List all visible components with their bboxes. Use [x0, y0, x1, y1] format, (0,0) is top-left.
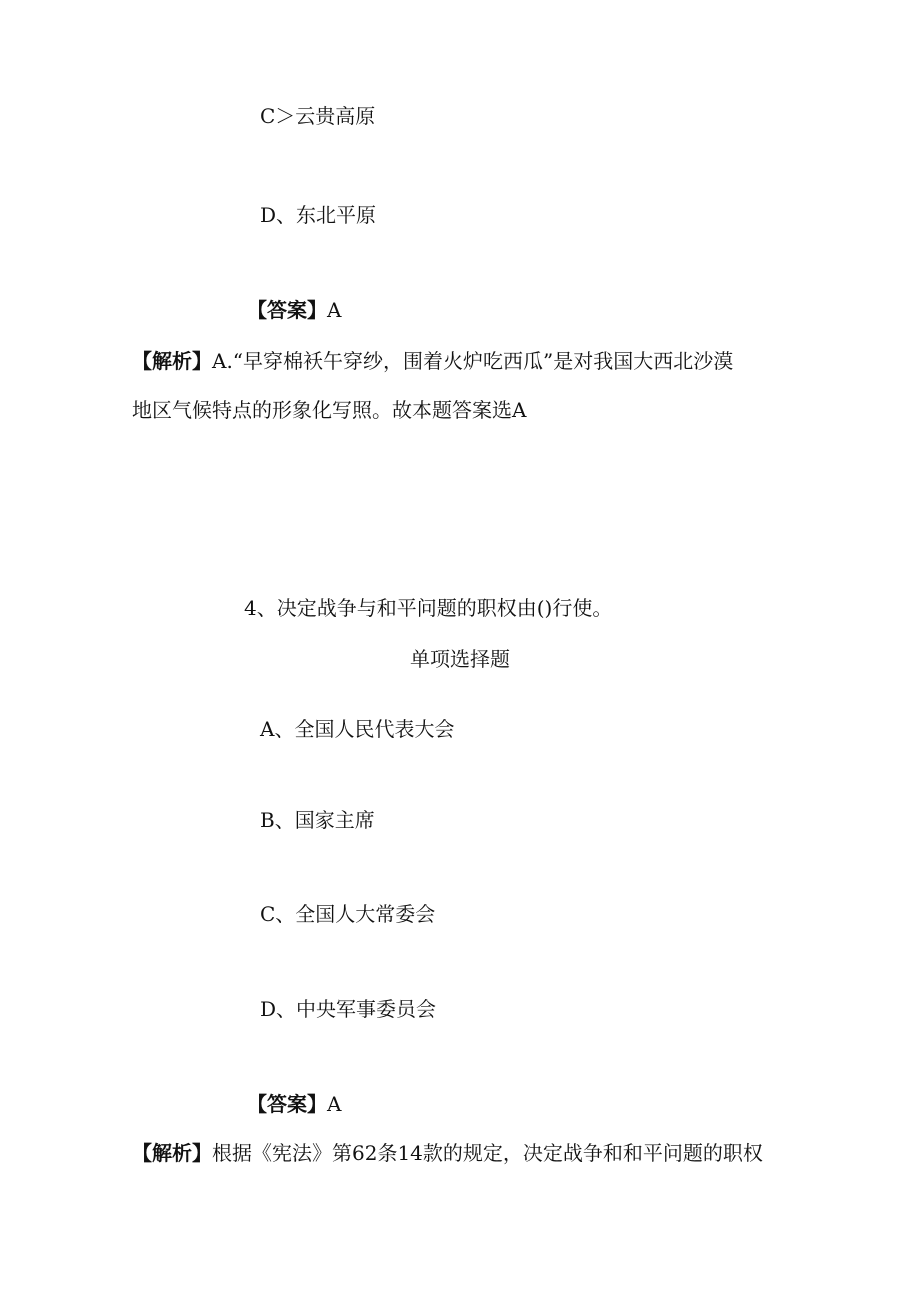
q3-option-d: D、东北平原 [260, 203, 377, 227]
q4-analysis-label: 【解析】 [132, 1141, 212, 1165]
q3-answer-label: 【答案】 [247, 298, 327, 322]
q3-answer [247, 297, 341, 323]
q4-option-a: A、全国人民代表大会 [260, 717, 455, 741]
q3-analysis-text-1: A.“早穿棉袄午穿纱，围着火炉吃西瓜”是对我国大西北沙漠 [212, 349, 734, 373]
q3-analysis-line2: 地区气候特点的形象化写照。故本题答案选A [132, 398, 527, 422]
q4-option-c: C、全国人大常委会 [260, 902, 436, 926]
q4-type-label: 单项选择题 [410, 647, 510, 671]
q4-answer [247, 1091, 341, 1117]
q4-option-d: D、中央军事委员会 [260, 997, 437, 1021]
q4-analysis-text-1: 根据《宪法》第62条14款的规定，决定战争和和平问题的职权 [212, 1141, 763, 1165]
q3-answer-value: A [327, 298, 342, 322]
q4-option-b: B、国家主席 [260, 808, 375, 832]
q3-option-c: C＞云贵高原 [260, 104, 376, 128]
q3-analysis-line1 [132, 348, 733, 374]
q4-analysis-line1 [132, 1140, 763, 1166]
q4-answer-value: A [327, 1092, 342, 1116]
q4-question: 4、决定战争与和平问题的职权由()行使。 [244, 596, 613, 620]
q4-answer-label: 【答案】 [247, 1092, 327, 1116]
q3-analysis-label: 【解析】 [132, 349, 212, 373]
